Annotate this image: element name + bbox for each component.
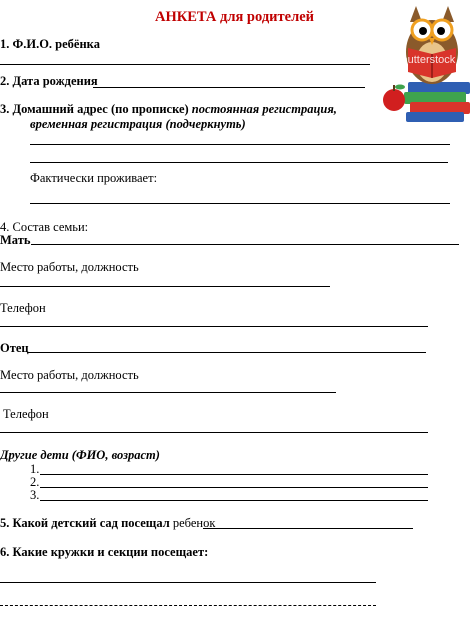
- q6-answer-line-2[interactable]: [0, 605, 376, 606]
- q2-label: 2. Дата рождения: [0, 74, 98, 88]
- q3-label-bold: 3. Домашний адрес (по прописке): [0, 102, 189, 116]
- mother-answer-line[interactable]: [31, 244, 459, 245]
- q5-label-plain: ребенок: [172, 516, 216, 530]
- q3-answer-line-1[interactable]: [30, 144, 450, 145]
- mother-phone-line[interactable]: [0, 326, 428, 327]
- watermark: shutterstock: [396, 54, 456, 66]
- father-phone-label: Телефон: [3, 407, 49, 421]
- father-label: Отец: [0, 341, 29, 355]
- father-answer-line[interactable]: [28, 352, 426, 353]
- q1-label: 1. Ф.И.О. ребёнка: [0, 37, 100, 51]
- q3-label-italic-2: временная регистрация (подчеркнуть): [30, 117, 246, 131]
- q3-actual-label: Фактически проживает:: [30, 171, 158, 185]
- q6-answer-line-1[interactable]: [0, 582, 376, 583]
- mother-phone-label: Телефон: [0, 301, 46, 315]
- q5-label-bold: 5. Какой детский сад посещал: [0, 516, 170, 530]
- child-item-1-number: 1.: [30, 462, 40, 476]
- father-work-label: Место работы, должность: [0, 368, 139, 382]
- child-item-3-line[interactable]: [40, 500, 428, 501]
- child-item-1-line[interactable]: [40, 474, 428, 475]
- q3-actual-line[interactable]: [30, 203, 450, 204]
- q6-label: 6. Какие кружки и секции посещает:: [0, 545, 209, 559]
- child-item-3-number: 3.: [30, 488, 40, 502]
- q3-label-italic-1: постоянная регистрация,: [191, 102, 337, 116]
- q5-label: [0, 516, 215, 530]
- other-children-label: Другие дети (ФИО, возраст): [0, 448, 160, 462]
- father-work-line[interactable]: [0, 392, 336, 393]
- q1-answer-line[interactable]: [0, 64, 370, 65]
- mother-work-line[interactable]: [0, 286, 330, 287]
- book-blue-bottom: [406, 112, 464, 122]
- q3-answer-line-2[interactable]: [30, 162, 448, 163]
- q2-answer-line[interactable]: [93, 87, 365, 88]
- mother-label: Мать: [0, 233, 31, 247]
- child-item-2-number: 2.: [30, 475, 40, 489]
- apple-icon: [383, 89, 405, 111]
- q3-label: [0, 102, 337, 116]
- form-title: АНКЕТА для родителей: [155, 9, 314, 25]
- father-phone-line[interactable]: [0, 432, 428, 433]
- q4-label: 4. Состав семьи:: [0, 220, 89, 234]
- q5-answer-line[interactable]: [203, 528, 413, 529]
- mother-work-label: Место работы, должность: [0, 260, 139, 274]
- child-item-2-line[interactable]: [40, 487, 428, 488]
